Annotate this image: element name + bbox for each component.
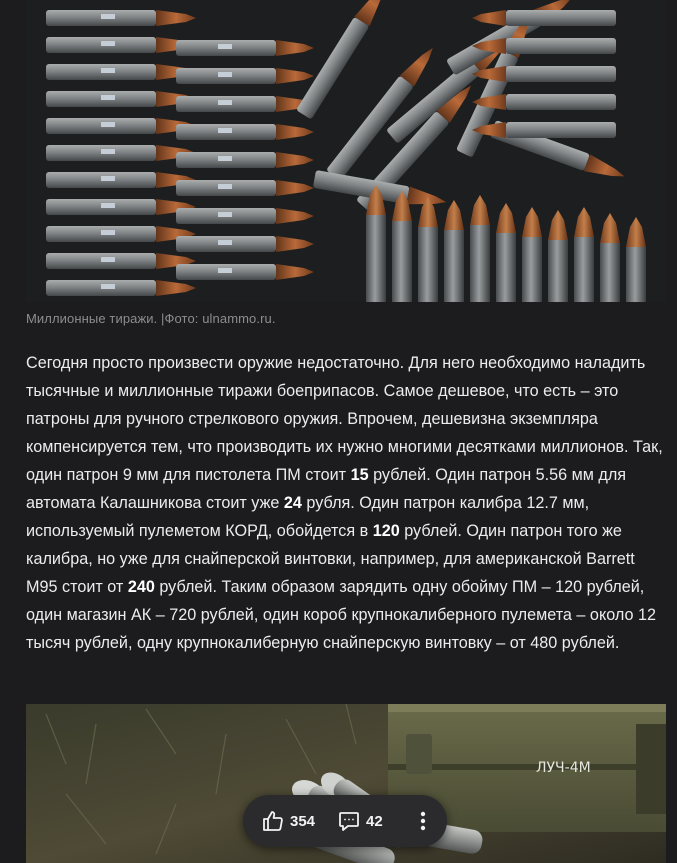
comment-count: 42: [366, 812, 383, 830]
price-value: 15: [350, 466, 369, 484]
comments-button[interactable]: [337, 809, 383, 833]
comment-bubble-icon: [337, 809, 361, 833]
ammunition-photo[interactable]: [26, 0, 666, 302]
photo-caption: Миллионные тиражи. |Фото: ulnammo.ru.: [26, 311, 276, 326]
more-vertical-icon: [413, 809, 433, 833]
more-options-button[interactable]: [413, 809, 433, 833]
crate-label: ЛУЧ-4М: [536, 760, 591, 776]
like-button[interactable]: [261, 809, 315, 833]
article-paragraph: [26, 349, 666, 657]
text-run: Сегодня просто произвести оружие недостаточно. Для него необходимо наладить тысячные и миллионные тиражи боеприпасов. Самое дешевое, что есть – это патроны для ручного стрелкового оружия. Впрочем, дешевизна экземпляра компенсируется тем, что производить их нужно многими десятками миллионов. Так, один патрон 9 мм для пистолета ПМ стоит: [26, 354, 663, 484]
price-value: 240: [127, 578, 155, 596]
like-count: 354: [290, 812, 316, 830]
reaction-bar: [243, 795, 447, 847]
text-run: рублей. Один патрон того же калибра, но уже для снайперской винтовки, например, для американской Barrett M95 стоит от: [26, 522, 635, 596]
price-value: 24: [283, 494, 302, 512]
text-run: рубля. Один патрон калибра 12.7 мм, используемый пулеметом КОРД, обойдется в: [26, 494, 590, 540]
price-value: 120: [372, 522, 400, 540]
text-run: рублей. Таким образом зарядить одну обойму ПМ – 120 рублей, один магазин АК – 720 рублей, один короб крупнокалиберного пулемета – около 12 тысяч рублей, одну крупнокалиберную снайперскую винтовку – от 480 рублей.: [26, 578, 656, 652]
text-run: рублей. Один патрон 5.56 мм для автомата Калашникова стоит уже: [26, 466, 627, 512]
thumbs-up-icon: [261, 809, 285, 833]
